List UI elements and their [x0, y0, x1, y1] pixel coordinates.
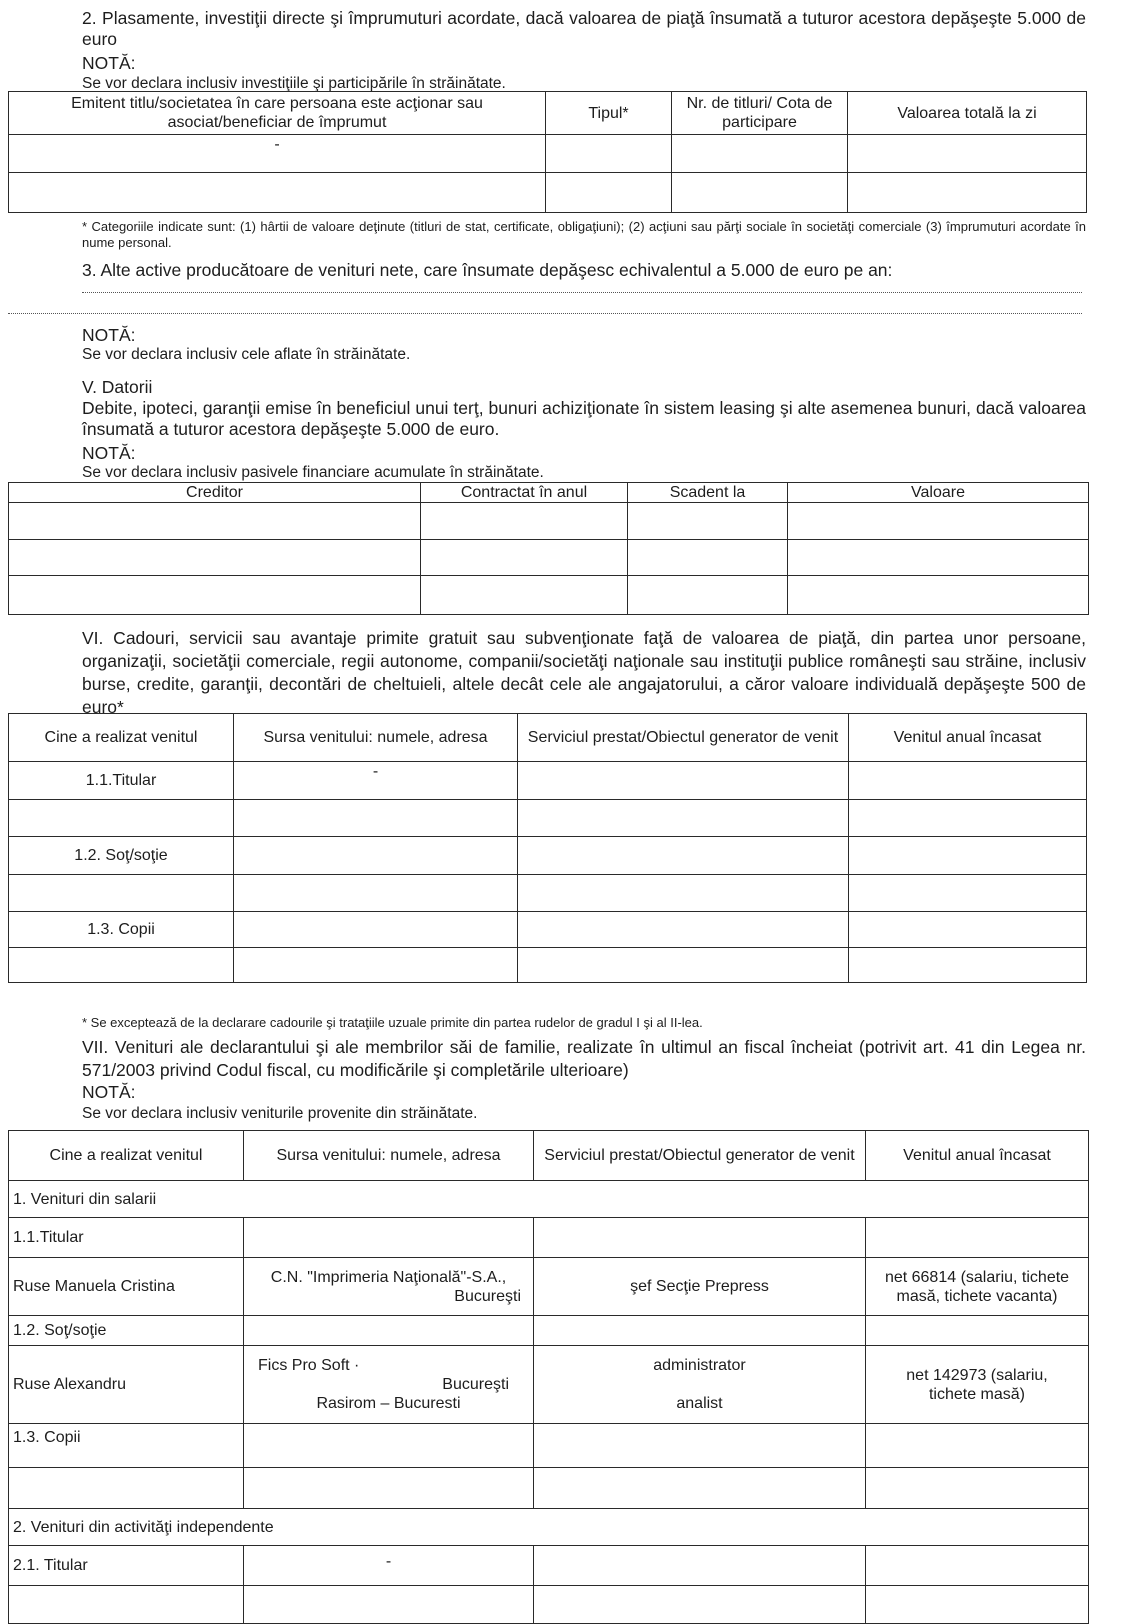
row-label-titular: 1.1.Titular — [9, 762, 234, 800]
table-row — [9, 173, 1087, 213]
income-service-line: administrator — [653, 1357, 746, 1374]
nota-label: NOTĂ: — [82, 443, 136, 463]
section-iv-3-text: 3. Alte active producătoare de venituri nete, care însumate depăşesc echivalentul a 5.000 de euro pe an: — [82, 260, 893, 280]
income-amount — [866, 1346, 1089, 1424]
col-header-emitent: Emitent titlu/societatea în care persoana este acţionar sau asociat/beneficiar de împrumut — [9, 92, 546, 135]
income-service — [534, 1346, 866, 1424]
section-iv-2-paragraph: 2. Plasamente, investiţii directe şi împrumuturi acordate, dacă valoarea de piaţă însumată a tuturor acestora depăşeşte 5.000 de euro — [82, 8, 1086, 49]
income-source-line: Rasirom – Bucuresti — [316, 1395, 461, 1412]
table-row — [9, 576, 1089, 615]
table-row — [9, 948, 1087, 983]
col-header-serviciul: Serviciul prestat/Obiectul generator de venit — [534, 1131, 866, 1181]
income-amount — [866, 1258, 1089, 1316]
table-row — [9, 1509, 1089, 1546]
section-v-title: V. Datorii — [82, 377, 153, 397]
table-cell: - — [9, 135, 546, 173]
col-header-tipul: Tipul* — [546, 92, 672, 135]
table-row — [9, 135, 1087, 173]
col-header-serviciul: Serviciul prestat/Obiectul generator de venit — [518, 714, 849, 762]
income-amount-line: net 142973 (salariu, — [906, 1366, 1048, 1384]
table-row — [9, 762, 1087, 800]
nota-text: Se vor declara inclusiv pasivele financiare acumulate în străinătate. — [82, 464, 544, 481]
col-header-creditor: Creditor — [9, 483, 421, 503]
section-vi-text — [8, 627, 1086, 719]
table-row — [9, 1258, 1089, 1316]
table-row — [9, 1586, 1089, 1624]
table-row — [9, 1424, 1089, 1468]
col-header-contractat: Contractat în anul — [421, 483, 628, 503]
debts-table — [8, 482, 1089, 615]
col-header-scadent: Scadent la — [628, 483, 788, 503]
table-cell — [546, 135, 672, 173]
col-header-nr-titluri: Nr. de titluri/ Cota de participare — [672, 92, 848, 135]
table-cell — [848, 173, 1087, 213]
col-header-sursa: Sursa venitului: numele, adresa — [234, 714, 518, 762]
table-cell: - — [234, 762, 518, 800]
col-header-venit-anual: Venitul anual încasat — [866, 1131, 1089, 1181]
nota-text: Se vor declara inclusiv investiţiile şi participările în străinătate. — [82, 75, 506, 92]
income-source — [244, 1346, 534, 1424]
income-amount-line: masă, tichete vacanta) — [896, 1287, 1058, 1305]
table-cell: - — [244, 1546, 534, 1586]
nota-text: Se vor declara inclusiv veniturile provenite din străinătate. — [82, 1105, 478, 1122]
table-cell — [9, 173, 546, 213]
table-cell — [672, 173, 848, 213]
dotted-line — [82, 292, 1082, 293]
income-table — [8, 1130, 1089, 1624]
table-row — [9, 1546, 1089, 1586]
income-source-line: C.N. "Imprimeria Naţională"-S.A., — [270, 1268, 507, 1286]
section-v-text — [8, 398, 1086, 440]
investments-table — [8, 91, 1087, 213]
income-source-line: Bucureşti — [454, 1287, 521, 1305]
row-label-sot: 1.2. Soţ/soţie — [9, 837, 234, 875]
income-person-name: Ruse Alexandru — [9, 1346, 244, 1424]
row-label-venituri-independente: 2. Venituri din activităţi independente — [9, 1509, 1089, 1546]
footnote-text: * Categoriile indicate sunt: (1) hârtii de valoare deţinute (titluri de stat, certificate, obligaţiuni); (2) acţiuni sau părţi sociale în societăţi comerciale (3) împrumuturi acordate în nume personal. — [82, 219, 1086, 250]
income-service-line: analist — [676, 1395, 723, 1412]
table-row — [9, 1316, 1089, 1346]
footnote-cadouri: * Se exceptează de la declarare cadourile şi trataţiile uzuale primite din partea rudelor de gradul I şi al II-lea. — [82, 1015, 703, 1030]
nota-label: NOTĂ: — [82, 325, 136, 345]
table-row — [9, 1218, 1089, 1258]
dotted-line — [8, 313, 1082, 314]
income-source-line: Bucureşti — [442, 1376, 509, 1393]
footnote-categorii — [8, 219, 1086, 251]
row-label-copii: 1.3. Copii — [9, 1424, 244, 1468]
income-source — [244, 1258, 534, 1316]
row-label-sot: 1.2. Soţ/soţie — [9, 1316, 244, 1346]
col-header-valoare: Valoarea totală la zi — [848, 92, 1087, 135]
table-row — [9, 837, 1087, 875]
table-row — [9, 1468, 1089, 1509]
table-cell — [546, 173, 672, 213]
table-cell — [672, 135, 848, 173]
section-vi-paragraph: VI. Cadouri, servicii sau avantaje primite gratuit sau subvenţionate faţă de valoarea de piaţă, din partea unor persoane, organizaţii, societăţii comerciale, regii autonome, companii/societăţi naţionale sau instituţii publice româneşti sau străine, inclusiv burse, credite, garanţii, decontări de cheltuieli, altele decât cele ale angajatorului, a căror valoare individuală depăşeşte 500 de euro* — [82, 628, 1086, 717]
table-row — [9, 1181, 1089, 1218]
income-person-name: Ruse Manuela Cristina — [9, 1258, 244, 1316]
section-v-paragraph: Debite, ipoteci, garanţii emise în beneficiul unui terţ, bunuri achiziţionate în sistem leasing şi alte asemenea bunuri, dacă valoarea însumată a tuturor acestora depăşeşte 5.000 de euro. — [82, 398, 1086, 439]
income-amount-line: net 66814 (salariu, tichete — [884, 1268, 1070, 1286]
table-row — [9, 875, 1087, 912]
table-row — [9, 1346, 1089, 1424]
row-label-titular: 2.1. Titular — [9, 1546, 244, 1586]
section-vii-paragraph: VII. Venituri ale declarantului şi ale membrilor săi de familie, realizate în ultimul an fiscal încheiat (potrivit art. 41 din Legea nr. 571/2003 privind Codul fiscal, cu modificările şi completările ulterioare) — [82, 1037, 1086, 1080]
income-source-line: Fics Pro Soft · — [258, 1357, 360, 1374]
row-label-venituri-salarii: 1. Venituri din salarii — [9, 1181, 1089, 1218]
col-header-cine: Cine a realizat venitul — [9, 1131, 244, 1181]
gifts-table — [8, 713, 1087, 983]
col-header-sursa: Sursa venitului: numele, adresa — [244, 1131, 534, 1181]
nota-label: NOTĂ: — [82, 53, 136, 73]
table-row — [9, 912, 1087, 948]
nota-label: NOTĂ: — [82, 1082, 136, 1102]
col-header-cine: Cine a realizat venitul — [9, 714, 234, 762]
section-vii-text — [8, 1036, 1086, 1082]
table-row — [9, 540, 1089, 576]
row-label-copii: 1.3. Copii — [9, 912, 234, 948]
table-row — [9, 503, 1089, 540]
income-amount-line: tichete masă) — [928, 1385, 1026, 1403]
income-service: şef Secţie Prepress — [534, 1258, 866, 1316]
section-iv-2-text — [8, 8, 1086, 50]
table-cell — [848, 135, 1087, 173]
table-row — [9, 800, 1087, 837]
nota-text: Se vor declara inclusiv cele aflate în străinătate. — [82, 346, 411, 363]
col-header-venit-anual: Venitul anual încasat — [849, 714, 1087, 762]
row-label-titular: 1.1.Titular — [9, 1218, 244, 1258]
col-header-valoare: Valoare — [788, 483, 1089, 503]
